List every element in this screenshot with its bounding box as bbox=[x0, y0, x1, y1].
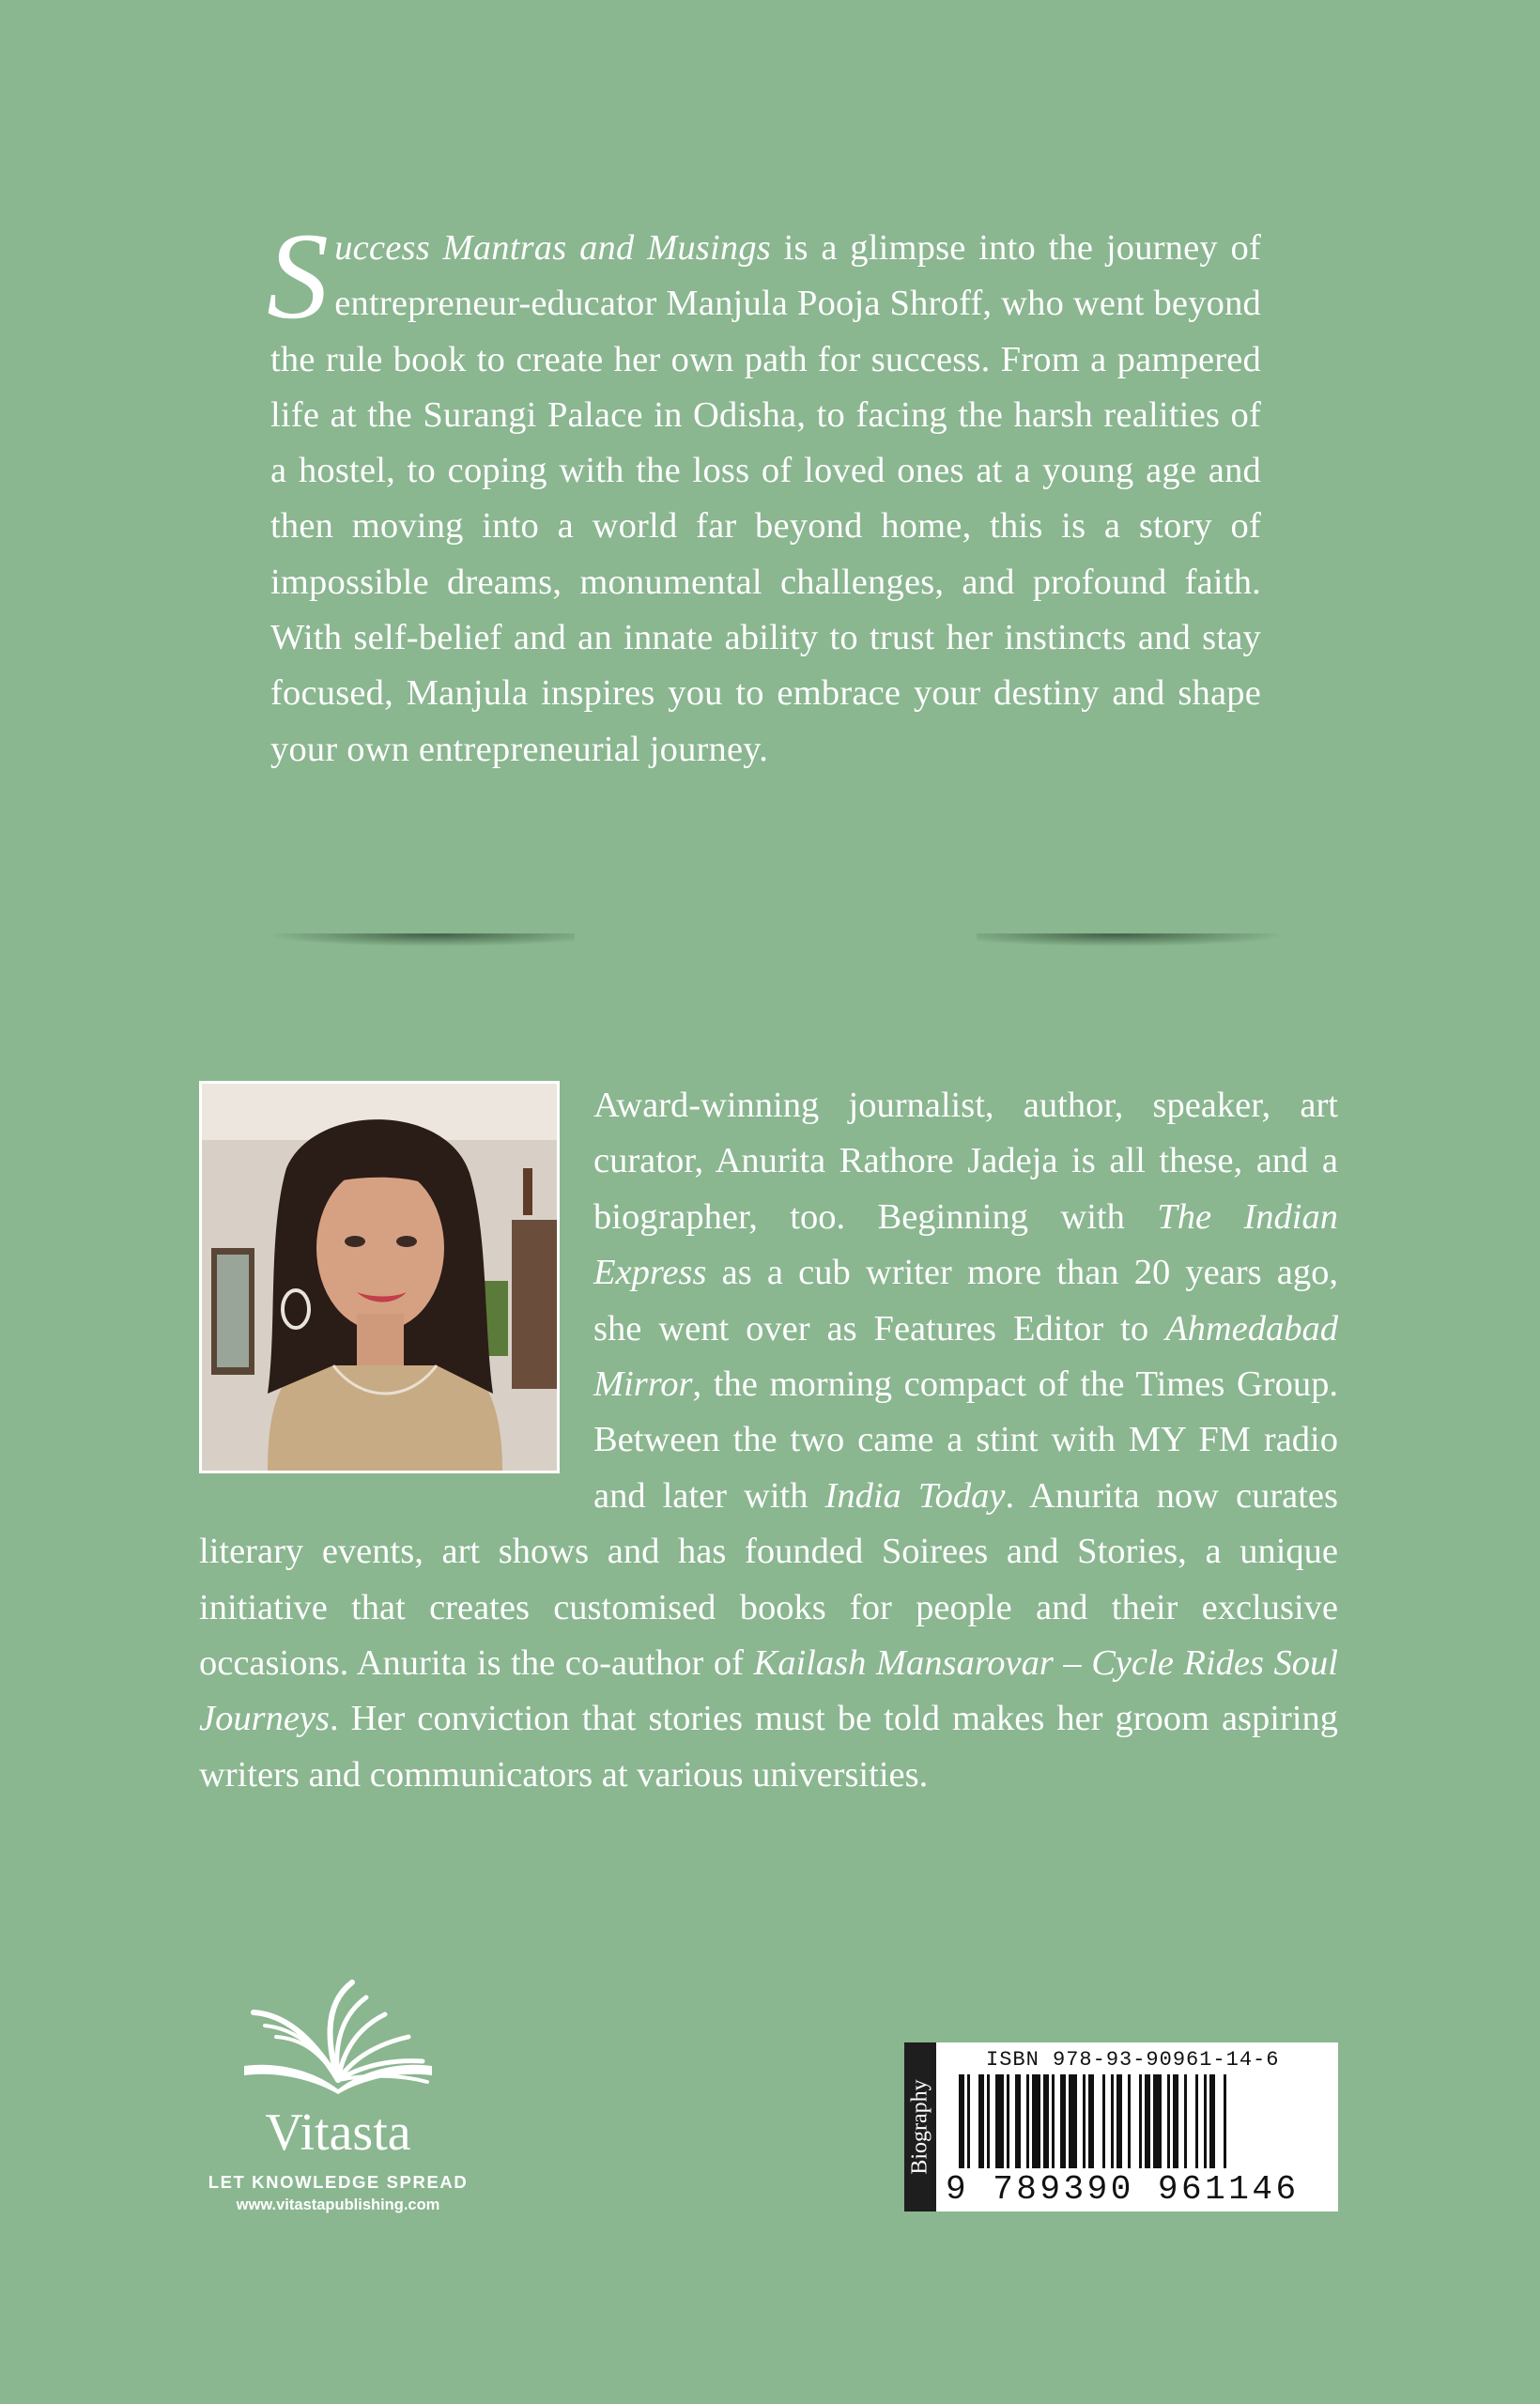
publisher-logo bbox=[197, 1977, 479, 2214]
barcode-bar bbox=[1195, 2074, 1198, 2168]
barcode-bar bbox=[1128, 2074, 1131, 2168]
barcode-bar bbox=[1184, 2074, 1187, 2168]
bio-title-india-today: India Today bbox=[824, 1475, 1006, 1516]
barcode-bars bbox=[942, 2074, 1332, 2168]
book-title: uccess Mantras and Musings bbox=[334, 228, 771, 268]
barcode-bar bbox=[1032, 2074, 1040, 2168]
bio-text-4: . Anurita now curates literary events, art shows and has founded Soirees and Stories, a unique initiative that creates customised books for people and their exclusive occasions. Anurita is the co-author of bbox=[199, 1475, 1338, 1684]
barcode-bar bbox=[1088, 2074, 1094, 2168]
barcode-bar bbox=[1224, 2074, 1226, 2168]
barcode-bar bbox=[1083, 2074, 1086, 2168]
barcode-bar bbox=[978, 2074, 984, 2168]
barcode-bar bbox=[1052, 2074, 1055, 2168]
barcode-bar bbox=[959, 2074, 964, 2168]
bio-title-indian-express: The Indian Express bbox=[593, 1196, 1338, 1293]
barcode-bar bbox=[967, 2074, 970, 2168]
bio-text-5: . Her conviction that stories must be told makes her groom aspiring writers and communicators at various universities. bbox=[199, 1699, 1338, 1795]
divider-shadow-left bbox=[265, 933, 575, 947]
barcode-bar bbox=[1145, 2074, 1150, 2168]
barcode-bar bbox=[987, 2074, 990, 2168]
author-bio bbox=[199, 1078, 1338, 1803]
barcode-bar bbox=[1060, 2074, 1066, 2168]
barcode-bar bbox=[1153, 2074, 1162, 2168]
author-portrait-illustration bbox=[202, 1084, 557, 1471]
bio-text-1: Award-winning journalist, author, speaker, art curator, Anurita Rathore Jadeja is all these, and a biographer, too. Beginning with bbox=[593, 1086, 1338, 1237]
barcode-bar bbox=[1111, 2074, 1114, 2168]
barcode-panel bbox=[904, 2042, 1338, 2211]
barcode-bar bbox=[1015, 2074, 1021, 2168]
barcode-bar bbox=[1167, 2074, 1170, 2168]
back-cover-blurb bbox=[267, 207, 1261, 778]
genre-strip bbox=[904, 2042, 936, 2211]
barcode-bar bbox=[1069, 2074, 1077, 2168]
publisher-tagline: LET KNOWLEDGE SPREAD bbox=[208, 2172, 469, 2192]
barcode-bar bbox=[1026, 2074, 1029, 2168]
barcode-bar bbox=[1204, 2074, 1207, 2168]
barcode-bar bbox=[1007, 2074, 1009, 2168]
drop-cap: S bbox=[267, 207, 330, 345]
bio-text-2: as a cub writer more than 20 years ago, she went over as Features Editor to bbox=[593, 1253, 1338, 1348]
divider-shadow-right bbox=[977, 933, 1286, 947]
ean-digits: 9 789390 961146 bbox=[946, 2170, 1300, 2209]
barcode-bar bbox=[1139, 2074, 1142, 2168]
barcode-bar bbox=[995, 2074, 1004, 2168]
barcode-bar bbox=[1102, 2074, 1105, 2168]
author-photo bbox=[199, 1081, 560, 1473]
isbn-label: ISBN 978-93-90961-14-6 bbox=[986, 2048, 1280, 2072]
barcode-bar bbox=[1209, 2074, 1215, 2168]
barcode-bar bbox=[1173, 2074, 1178, 2168]
publisher-url: www.vitastapublishing.com bbox=[236, 2196, 440, 2213]
genre-label: Biography bbox=[907, 2079, 932, 2175]
bio-title-kailash-mansarovar: Kailash Mansarovar – Cycle Rides Soul Journeys bbox=[199, 1643, 1338, 1739]
bio-text-3: , the morning compact of the Times Group. Between the two came a stint with MY FM radio and later with bbox=[593, 1364, 1338, 1516]
open-book-icon bbox=[235, 1977, 441, 2094]
barcode-bar bbox=[1116, 2074, 1122, 2168]
blurb-text: is a glimpse into the journey of entrepreneur-educator Manjula Pooja Shroff, who went beyond the rule book to create her own path for success. From a pampered life at the Surangi Palace in Odisha, to facing the harsh realities of a hostel, to coping with the loss of loved ones at a young age and then moving into a world far beyond home, this is a story of impossible dreams, monumental challenges, and profound faith. With self-belief and an innate ability to trust her instincts and stay focused, Manjula inspires you to embrace your destiny and shape your own entrepreneurial journey. bbox=[270, 228, 1261, 769]
bio-title-ahmedabad-mirror: Ahmedabad Mirror bbox=[593, 1308, 1338, 1405]
barcode-bar bbox=[1043, 2074, 1049, 2168]
publisher-name: Vitasta bbox=[265, 2104, 411, 2162]
